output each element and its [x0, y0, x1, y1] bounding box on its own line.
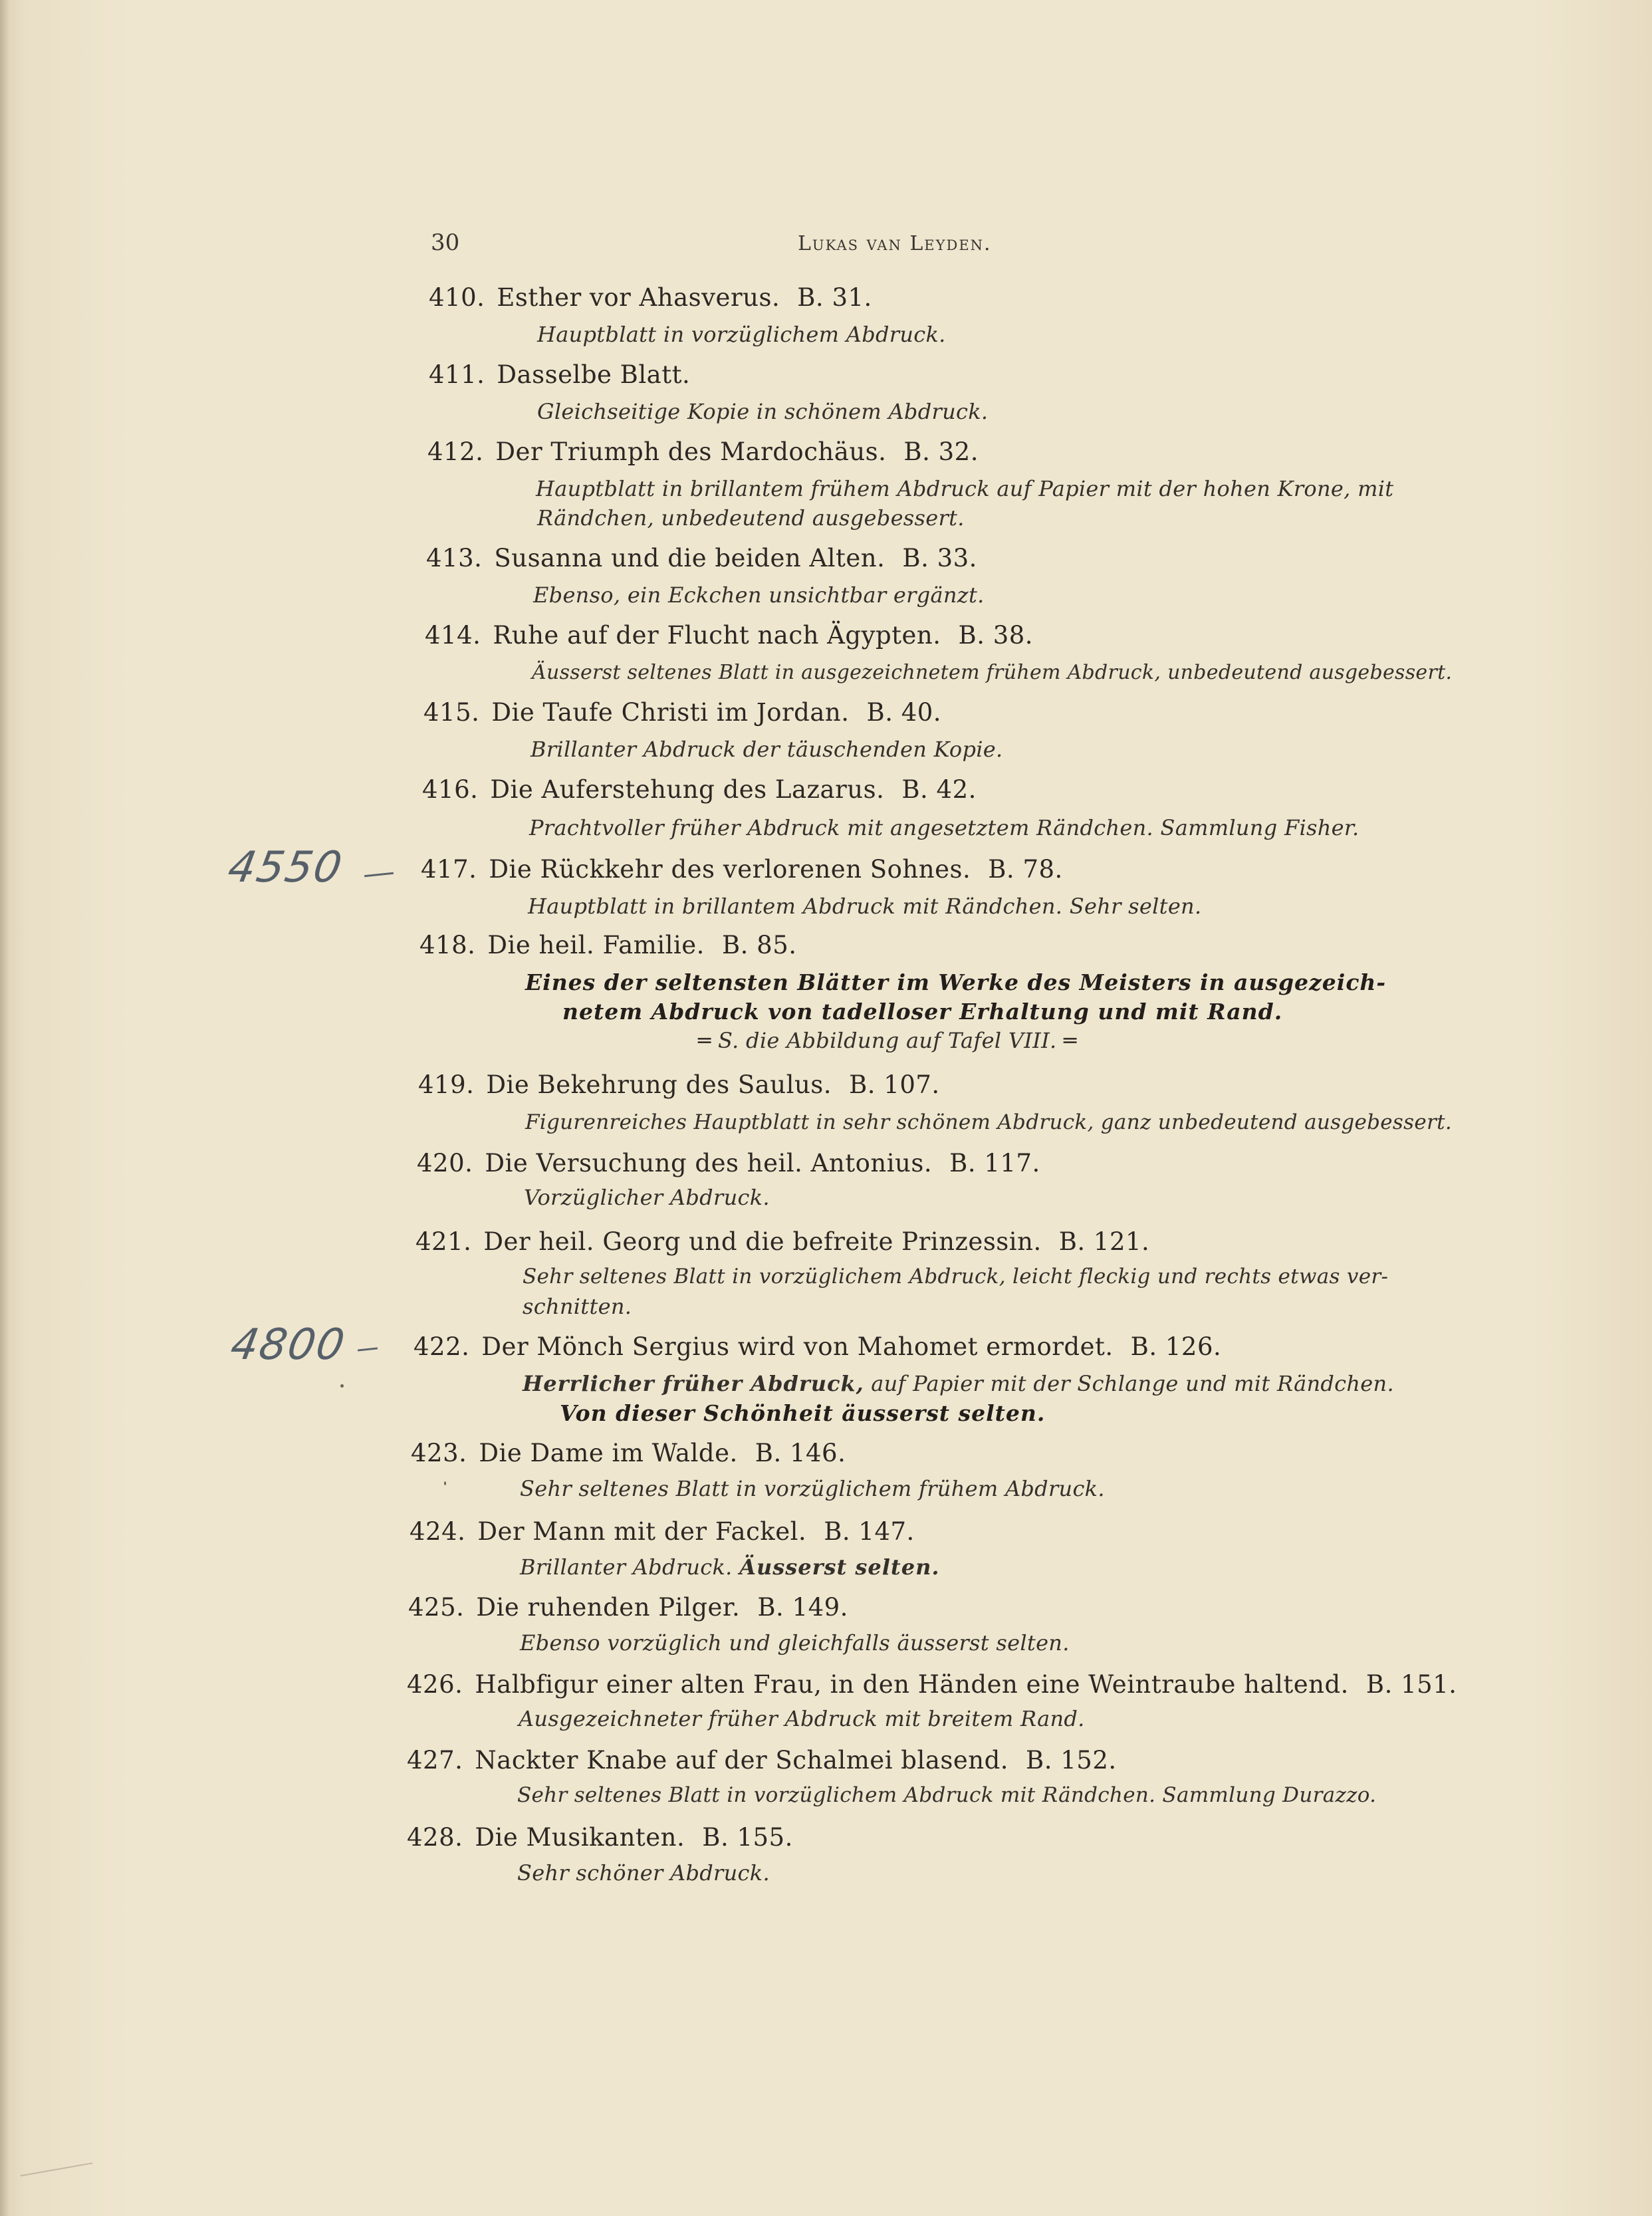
entry-description: [520, 1554, 939, 1580]
entry-name: Die Versuchung des heil. Antonius.: [485, 1149, 933, 1177]
entry-number: 416.: [422, 775, 479, 804]
entry-title: [426, 544, 977, 572]
entry-title: [411, 1439, 846, 1467]
description-text: auf Papier mit der Schlange und mit Rändchen.: [864, 1371, 1394, 1396]
entry-description: Gleichseitige Kopie in schönem Abdruck.: [537, 399, 989, 424]
entry-number: 423.: [411, 1439, 467, 1467]
entry-reference: B. 78.: [988, 855, 1063, 884]
entry-reference: B. 147.: [824, 1517, 915, 1546]
entry-name: Nackter Knabe auf der Schalmei blasend.: [475, 1746, 1009, 1775]
entry-description: Rändchen, unbedeutend ausgebessert.: [537, 505, 965, 531]
entry-reference: B. 121.: [1058, 1227, 1150, 1256]
entry-title: [417, 1149, 1040, 1177]
entry-name: Esther vor Ahasverus.: [497, 283, 780, 312]
entry-description: Prachtvoller früher Abdruck mit angesetztem Rändchen. Sammlung Fisher.: [529, 815, 1359, 840]
entry-number: 420.: [417, 1149, 473, 1177]
entry-name: Der Triumph des Mardochäus.: [495, 437, 887, 466]
paper-speck: [444, 1481, 446, 1485]
page-number: 30: [431, 229, 460, 256]
entry-description: Sehr seltenes Blatt in vorzüglichem frühem Abdruck.: [520, 1476, 1105, 1501]
entry-description: Äusserst seltenes Blatt in ausgezeichnetem frühem Abdruck, unbedeutend ausgebessert.: [532, 661, 1453, 684]
entry-reference: B. 32.: [903, 437, 979, 466]
entry-reference: B. 117.: [949, 1149, 1040, 1177]
entry-description: Sehr seltenes Blatt in vorzüglichem Abdruck mit Rändchen. Sammlung Durazzo.: [517, 1783, 1377, 1807]
entry-name: Die ruhenden Pilger.: [476, 1593, 741, 1622]
entry-number: 414.: [425, 621, 481, 650]
entry-description: Ebenso vorzüglich und gleichfalls äusserst selten.: [520, 1630, 1070, 1656]
entry-number: 410.: [429, 283, 485, 312]
entry-title: [407, 1670, 1457, 1699]
entry-name: Der Mönch Sergius wird von Mahomet ermordet.: [481, 1332, 1114, 1361]
entry-reference: B. 149.: [757, 1593, 848, 1622]
entry-description: Vorzüglicher Abdruck.: [524, 1185, 770, 1210]
entry-title: [413, 1332, 1221, 1361]
entry-number: 413.: [426, 544, 483, 572]
entry-reference: B. 38.: [958, 621, 1034, 650]
entry-number: 417.: [421, 855, 477, 884]
description-text: Brillanter Abdruck.: [520, 1554, 740, 1580]
entry-title: [410, 1517, 915, 1546]
entry-reference: B. 85.: [721, 931, 797, 959]
entry-title: [427, 437, 979, 466]
entry-description: Eines der seltensten Blätter im Werke des Meisters in ausgezeich-: [525, 969, 1387, 995]
entry-reference: B. 155.: [702, 1823, 793, 1852]
entry-number: 411.: [429, 360, 485, 389]
entry-number: 428.: [407, 1823, 463, 1852]
entry-description: schnitten.: [523, 1294, 632, 1319]
entry-reference: B. 31.: [797, 283, 872, 312]
entry-description: Hauptblatt in brillantem frühem Abdruck auf Papier mit der hohen Krone, mit: [536, 476, 1394, 501]
entry-name: Die Auferstehung des Lazarus.: [490, 775, 885, 804]
entry-name: Die Rückkehr des verlorenen Sohnes.: [489, 855, 971, 884]
entry-description: Brillanter Abdruck der täuschenden Kopie.: [531, 737, 1003, 762]
entry-number: 418.: [419, 931, 476, 959]
entry-reference: B. 151.: [1365, 1670, 1457, 1699]
entry-reference: B. 146.: [755, 1439, 846, 1467]
highlight-text: Herrlicher früher Abdruck,: [523, 1371, 864, 1396]
entry-name: Dasselbe Blatt.: [497, 360, 691, 389]
entry-title: [422, 775, 977, 804]
entry-title: [425, 621, 1033, 650]
entry-title: [423, 698, 941, 727]
entry-number: 424.: [410, 1517, 466, 1546]
entry-description: netem Abdruck von tadelloser Erhaltung und mit Rand.: [562, 999, 1283, 1025]
entry-reference: B. 107.: [849, 1070, 940, 1099]
entry-name: Die Dame im Walde.: [479, 1439, 738, 1467]
entry-reference: B. 33.: [902, 544, 977, 572]
entry-name: Der Mann mit der Fackel.: [477, 1517, 807, 1546]
entry-title: [407, 1823, 793, 1852]
entry-number: 427.: [407, 1746, 463, 1775]
page-header: [431, 229, 1029, 263]
entry-title: [408, 1593, 848, 1622]
entry-number: 419.: [418, 1070, 475, 1099]
entry-number: 415.: [423, 698, 480, 727]
entry-description: Ausgezeichneter früher Abdruck mit breitem Rand.: [519, 1706, 1085, 1731]
entry-reference: B. 42.: [901, 775, 977, 804]
entry-description: Von dieser Schönheit äusserst selten.: [560, 1400, 1046, 1426]
entry-number: 412.: [427, 437, 484, 466]
entry-description: Figurenreiches Hauptblatt in sehr schönem Abdruck, ganz unbedeutend ausgebessert.: [525, 1110, 1453, 1134]
entry-name: Ruhe auf der Flucht nach Ägypten.: [493, 621, 941, 650]
entry-description: Sehr seltenes Blatt in vorzüglichem Abdruck, leicht fleckig und rechts etwas ver-: [523, 1265, 1389, 1289]
entry-title: [419, 931, 797, 959]
entry-name: Die Bekehrung des Saulus.: [486, 1070, 832, 1099]
entry-title: [418, 1070, 940, 1099]
entry-description: Sehr schöner Abdruck.: [517, 1860, 770, 1886]
paper-mark: [21, 2162, 93, 2176]
pencil-dash: [358, 1347, 378, 1351]
entry-reference: B. 126.: [1130, 1332, 1222, 1361]
entry-number: 422.: [413, 1332, 470, 1361]
entry-name: Der heil. Georg und die befreite Prinzessin.: [483, 1227, 1042, 1256]
entry-number: 426.: [407, 1670, 463, 1699]
entry-title: [421, 855, 1063, 884]
entry-name: Susanna und die beiden Alten.: [494, 544, 885, 572]
entry-reference: B. 152.: [1026, 1746, 1117, 1775]
entry-description: Ebenso, ein Eckchen unsichtbar ergänzt.: [533, 582, 985, 608]
entry-name: Die heil. Familie.: [487, 931, 705, 959]
entry-name: Die Musikanten.: [475, 1823, 685, 1852]
highlight-text: Äusserst selten.: [739, 1554, 940, 1580]
entry-description: [523, 1371, 1394, 1396]
entry-reference: B. 40.: [866, 698, 942, 727]
illustration-reference: ═ S. die Abbildung auf Tafel VIII. ═: [698, 1028, 1077, 1053]
entry-title: [429, 360, 690, 389]
entry-description: Hauptblatt in vorzüglichem Abdruck.: [537, 322, 946, 347]
entry-number: 421.: [415, 1227, 472, 1256]
entry-title: [407, 1746, 1117, 1775]
running-head: Lukas van Leyden.: [798, 232, 992, 255]
entry-description: Hauptblatt in brillantem Abdruck mit Rändchen. Sehr selten.: [528, 894, 1202, 919]
paper-speck: [340, 1384, 344, 1388]
entry-title: [415, 1227, 1149, 1256]
entry-title: [429, 283, 872, 312]
entry-name: Halbfigur einer alten Frau, in den Händen eine Weintraube haltend.: [475, 1670, 1349, 1699]
entry-name: Die Taufe Christi im Jordan.: [491, 698, 850, 727]
entry-number: 425.: [408, 1593, 465, 1622]
page-edge-shadow: [0, 0, 9, 2216]
pencil-dash: [364, 872, 394, 878]
pencil-price-note: 4550: [224, 843, 347, 892]
pencil-price-note: 4800: [227, 1320, 350, 1370]
